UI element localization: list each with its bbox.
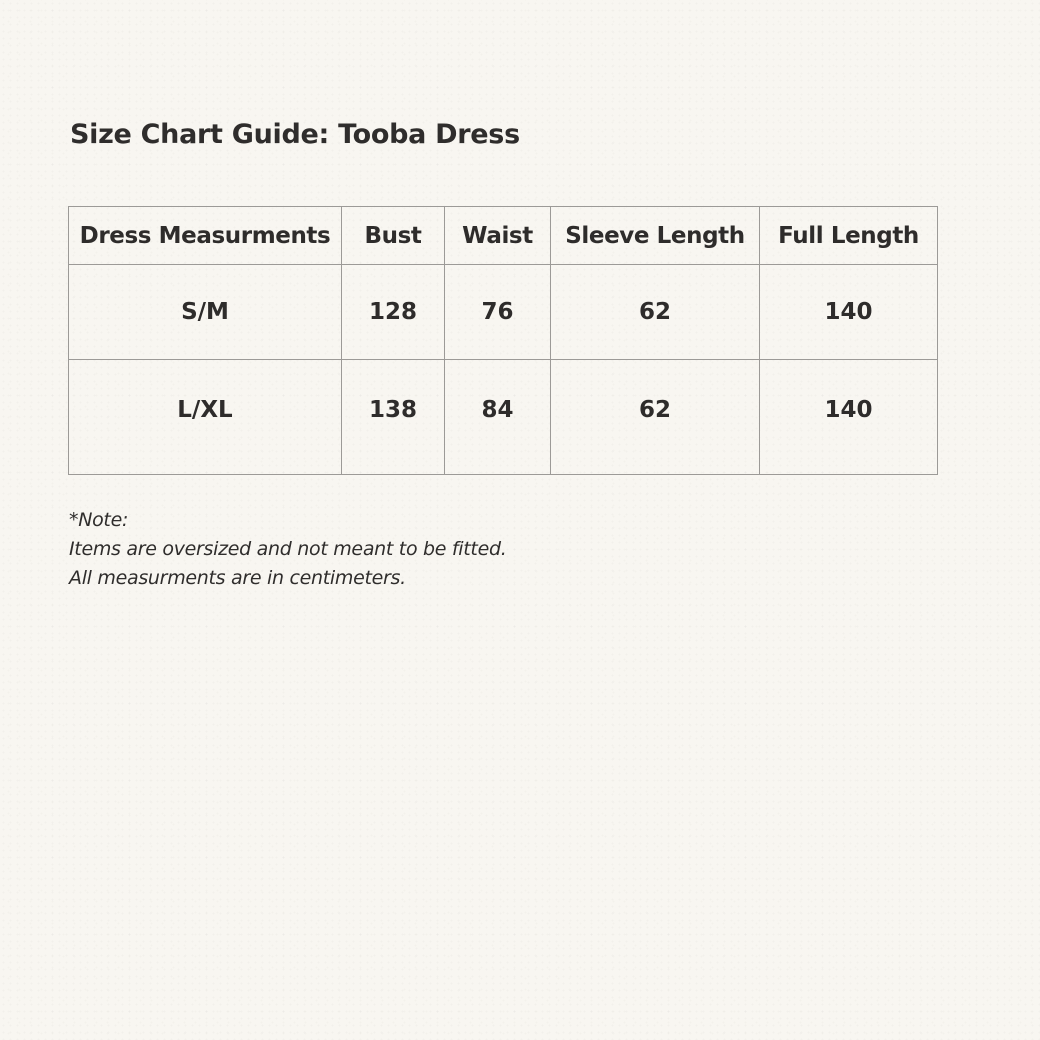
note-line: Items are oversized and not meant to be fitted. [69,538,507,560]
table-row [69,360,938,475]
header-dress-measurments: Dress Measurments [69,207,342,265]
size-chart-table [68,206,938,475]
sleeve-length-cell: 62 [551,265,760,360]
waist-cell: 84 [445,360,551,475]
table-row [69,265,938,360]
bust-cell: 138 [342,360,445,475]
size-label-cell: L/XL [69,360,342,475]
header-bust: Bust [342,207,445,265]
waist-cell: 76 [445,265,551,360]
sleeve-length-cell: 62 [551,360,760,475]
header-waist: Waist [445,207,551,265]
header-full-length: Full Length [760,207,938,265]
size-label-cell: S/M [69,265,342,360]
page-title: Size Chart Guide: Tooba Dress [70,119,520,150]
note-label: *Note: [69,509,129,531]
full-length-cell: 140 [760,265,938,360]
header-sleeve-length: Sleeve Length [551,207,760,265]
note-line: All measurments are in centimeters. [69,567,406,589]
full-length-cell: 140 [760,360,938,475]
bust-cell: 128 [342,265,445,360]
table-header-row [69,207,938,265]
size-note [69,506,506,593]
